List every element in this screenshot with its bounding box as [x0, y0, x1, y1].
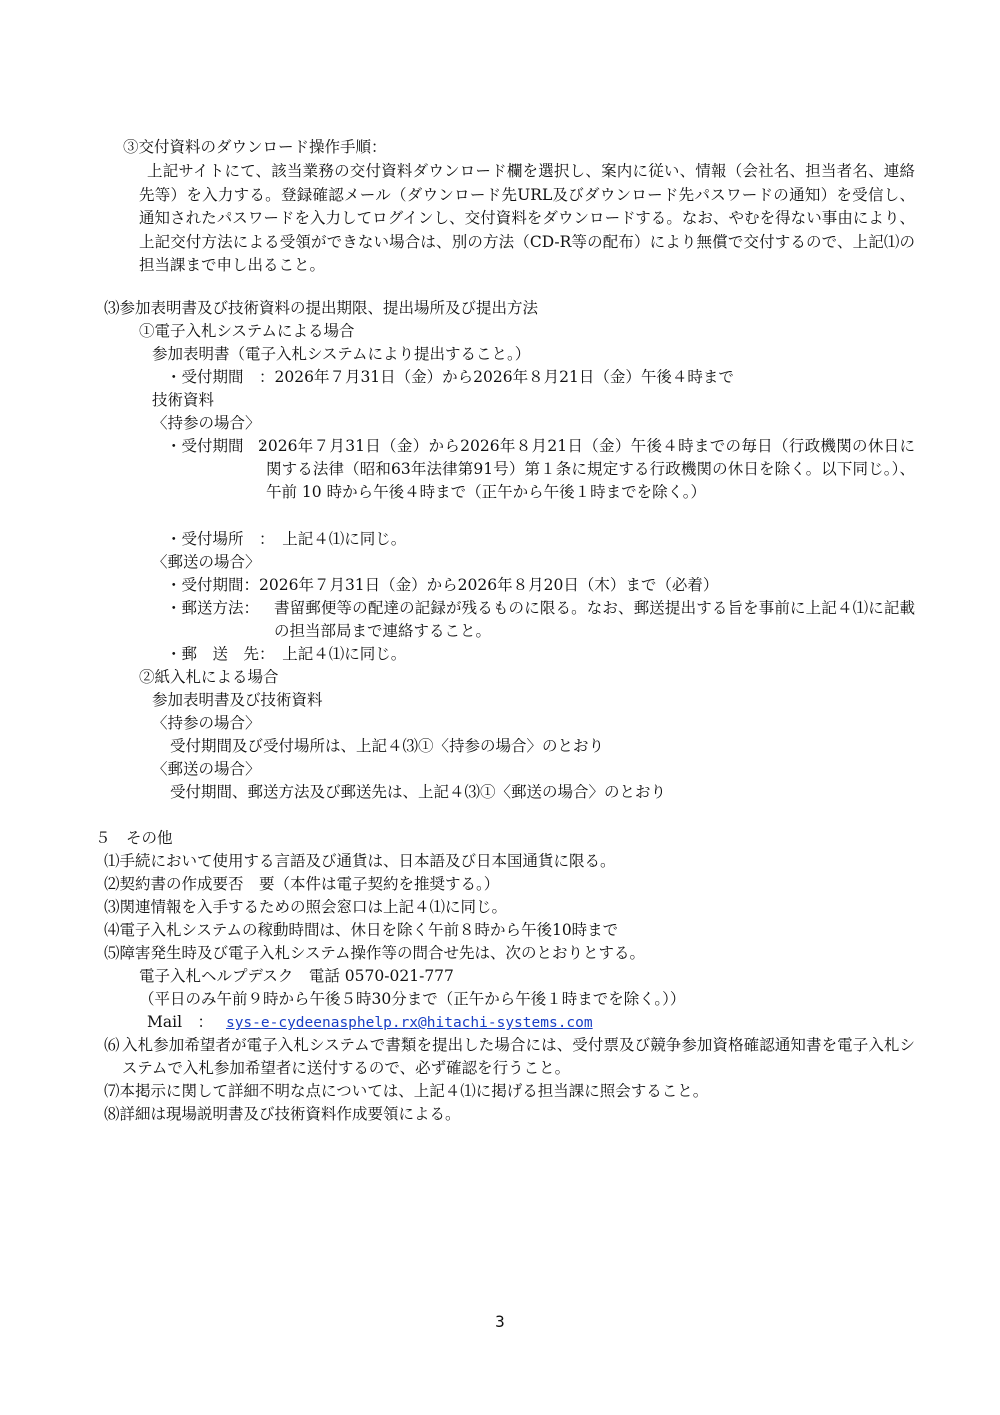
paper-hand-delivery-text: 受付期間及び受付場所は、上記４⑶①〈持参の場合〉のとおり [170, 737, 605, 755]
hand-delivery-period [166, 435, 915, 504]
page-number: 3 [495, 1312, 505, 1331]
hand-delivery-period-text: 2026年７月31日（金）から2026年８月21日（金）午後４時までの毎日（行政機関の休日に関する法律（昭和63年法律第91号）第１条に規定する行政機関の休日を除く。以下同じ。）、午前 10 時から午後４時まで（正午から午後１時までを除く。） [258, 437, 915, 501]
download-procedure-body: 上記サイトにて、該当業務の交付資料ダウンロード欄を選択し、案内に従い、情報（会社名、担当者名、連絡先等）を入力する。登録確認メール（ダウンロード先URL及びダウンロード先パスワードの通知）を受信し、通知されたパスワードを入力してログインし、交付資料をダウンロードする。なお、やむを得ない事由により、上記交付方法による受領ができない場合は、別の方法（CD-R等の配布）により無償で交付するので、上記⑴の担当課まで申し出ること。 [139, 162, 915, 274]
participation-period: ・受付期間 ：2026年７月31日（金）から2026年８月21日（金）午後４時まで [166, 368, 734, 386]
other-item-7: ⑺本掲示に関して詳細不明な点については、上記４⑴に掲げる担当課に照会すること。 [104, 1082, 709, 1100]
other-item-2: ⑵契約書の作成要否 要（本件は電子契約を推奨する。） [104, 875, 500, 893]
participation-statement-label: 参加表明書（電子入札システムにより提出すること。） [152, 345, 531, 363]
other-item-3: ⑶関連情報を入手するための照会窓口は上記４⑴に同じ。 [104, 898, 508, 916]
mail-label: Mail ： [147, 1013, 214, 1031]
paper-hand-delivery-label: 〈持参の場合〉 [152, 714, 261, 732]
electronic-bid-heading: ①電子入札システムによる場合 [139, 322, 355, 340]
other-item-8: ⑻詳細は現場説明書及び技術資料作成要領による。 [104, 1105, 461, 1123]
helpdesk-email-link[interactable]: sys-e-cydeenasphelp.rx@hitachi-systems.com [225, 1015, 593, 1031]
hand-delivery-label: 〈持参の場合〉 [152, 414, 261, 432]
helpdesk-hours: （平日のみ午前９時から午後５時30分まで（正午から午後１時までを除く。）） [139, 990, 686, 1008]
mail-delivery-label: 〈郵送の場合〉 [152, 553, 261, 571]
mail-delivery-destination: ・郵 送 先： 上記４⑴に同じ。 [166, 645, 407, 663]
download-procedure-heading: ③交付資料のダウンロード操作手順： [123, 138, 387, 156]
section-5-heading: ５ その他 [95, 829, 173, 847]
mail-delivery-period: ・受付期間：2026年７月31日（金）から2026年８月20日（木）まで（必着） [166, 576, 719, 594]
section-4-3-heading: ⑶参加表明書及び技術資料の提出期限、提出場所及び提出方法 [104, 299, 539, 317]
other-item-6-text: 入札参加希望者が電子入札システムで書類を提出した場合には、受付票及び競争参加資格確認通知書を電子入札システムで入札参加希望者に送付するので、必ず確認を行うこと。 [122, 1036, 915, 1077]
other-item-6 [104, 1034, 915, 1080]
other-item-1: ⑴手続において使用する言語及び通貨は、日本語及び日本国通貨に限る。 [104, 852, 616, 870]
paper-bid-docs: 参加表明書及び技術資料 [152, 691, 323, 709]
hand-delivery-place: ・受付場所 ： 上記４⑴に同じ。 [166, 530, 407, 548]
other-item-5: ⑸障害発生時及び電子入札システム操作等の問合せ先は、次のとおりとする。 [104, 944, 645, 962]
paper-mail-delivery-text: 受付期間、郵送方法及び郵送先は、上記４⑶①〈郵送の場合〉のとおり [170, 783, 667, 801]
other-item-6-label: ⑹ [104, 1036, 120, 1054]
helpdesk-phone: 電子入札ヘルプデスク 電話 0570-021-777 [139, 967, 454, 985]
mail-delivery-method-text: 書留郵便等の配達の記録が残るものに限る。なお、郵送提出する旨を事前に上記４⑴に記載の担当部局まで連絡すること。 [274, 599, 915, 640]
helpdesk-mail-row [147, 1011, 593, 1035]
paper-mail-delivery-label: 〈郵送の場合〉 [152, 760, 261, 778]
hand-delivery-period-label: ・受付期間 ： [166, 437, 275, 455]
paper-bid-heading: ②紙入札による場合 [139, 668, 279, 686]
technical-docs-label: 技術資料 [152, 391, 215, 409]
other-item-4: ⑷電子入札システムの稼動時間は、休日を除く午前８時から午後10時まで [104, 921, 619, 939]
mail-delivery-method [166, 597, 915, 643]
mail-delivery-method-label: ・郵送方法： [166, 599, 260, 617]
